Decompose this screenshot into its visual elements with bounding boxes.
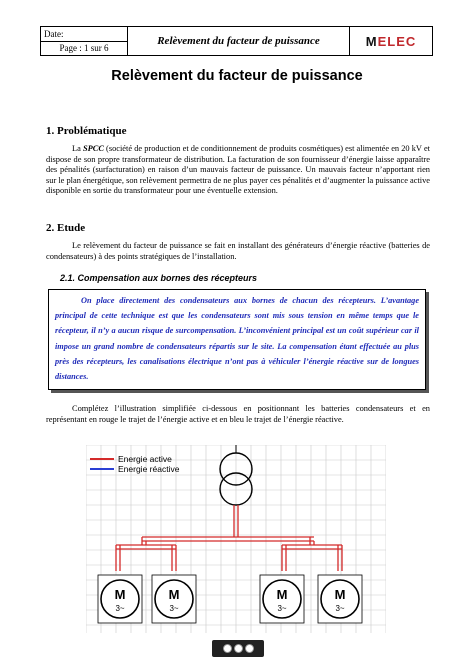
para-prefix: La xyxy=(72,144,83,153)
motor-phase: 3~ xyxy=(277,604,287,613)
motor-symbol: M xyxy=(276,587,288,602)
header-title: Relèvement du facteur de puissance xyxy=(128,27,350,55)
motor-icon xyxy=(98,575,142,623)
motor-phase: 3~ xyxy=(169,604,179,613)
motors xyxy=(98,575,362,623)
legend-reactive-label: Energie réactive xyxy=(118,464,180,474)
page-header xyxy=(40,26,433,56)
creative-commons-icon xyxy=(212,640,264,657)
section-2-paragraph xyxy=(46,241,430,262)
section-1-heading: 1. Problématique xyxy=(46,125,127,137)
document-title: Relèvement du facteur de puissance xyxy=(111,68,363,84)
instructions-paragraph xyxy=(46,404,430,425)
meleg-logo-icon xyxy=(350,27,432,55)
legend-active-label: Energie active xyxy=(118,454,172,464)
section-2-heading: 2. Etude xyxy=(46,222,86,234)
company-name: SPCC xyxy=(82,144,104,153)
motor-phase: 3~ xyxy=(335,604,345,613)
bus-wires xyxy=(116,505,342,571)
header-date: Date: xyxy=(41,27,127,42)
wiring-diagram xyxy=(86,445,386,633)
legend xyxy=(90,454,180,474)
info-box-body: On place directement des condensateurs aux bornes de chacun des récepteurs. L’avantage principal de cette technique est que les condensateurs sont mis sous tension en même temps que le récepteur, il n’y a aucun risque de surcompensation. L’inconvénient principal est un coût supérieur car il impose un grand nombre de condensateurs répartis sur le site. La compensation étant effectuée au plus près des récepteurs, les canalisations électrique n’ont pas à véhiculer l’énergie réactive sur de longues distances. xyxy=(55,296,419,382)
motor-phase: 3~ xyxy=(115,604,125,613)
motor-icon xyxy=(152,575,196,623)
logo-prefix: M xyxy=(365,33,378,49)
info-box-text xyxy=(55,293,419,384)
header-page: Page : 1 sur 6 xyxy=(59,43,109,54)
logo-text: ELEC xyxy=(377,33,417,49)
section-2-text: Le relèvement du facteur de puissance se fait en installant des générateurs d’énergie réactive (batteries de condensateurs) à des points stratégiques de l’installation. xyxy=(46,241,430,261)
instructions-text: Complétez l’illustration simplifiée ci-dessous en positionnant les batteries condensateurs et en représentant en rouge le trajet de l’énergie active et en bleu le trajet de l’énergie réactive. xyxy=(46,404,430,424)
motor-symbol: M xyxy=(114,587,126,602)
subsection-heading: 2.1. Compensation aux bornes des récepteurs xyxy=(60,273,258,283)
para-body: (société de production et de conditionnement de produits cosmétiques) est alimentée en 20 kV et dispose de son propre transformateur de distribution. La facturation de son fournisseur d’énergie laisse apparaître des pénalités (surfacturation) en raison d’un mauvais facteur de puissance. Un mauvais facteur n’apportant rien sur le plan énergétique, son relèvement permettra de ne plus payer ces pénalités et d’augmenter la puissance active disponible en sortie du transformateur pour une éventuelle extension. xyxy=(46,144,431,196)
motor-symbol: M xyxy=(334,587,346,602)
section-1-paragraph xyxy=(46,144,430,197)
motor-symbol: M xyxy=(168,587,180,602)
motor-icon xyxy=(318,575,362,623)
motor-icon xyxy=(260,575,304,623)
header-meta xyxy=(41,27,128,55)
info-box xyxy=(48,289,426,390)
